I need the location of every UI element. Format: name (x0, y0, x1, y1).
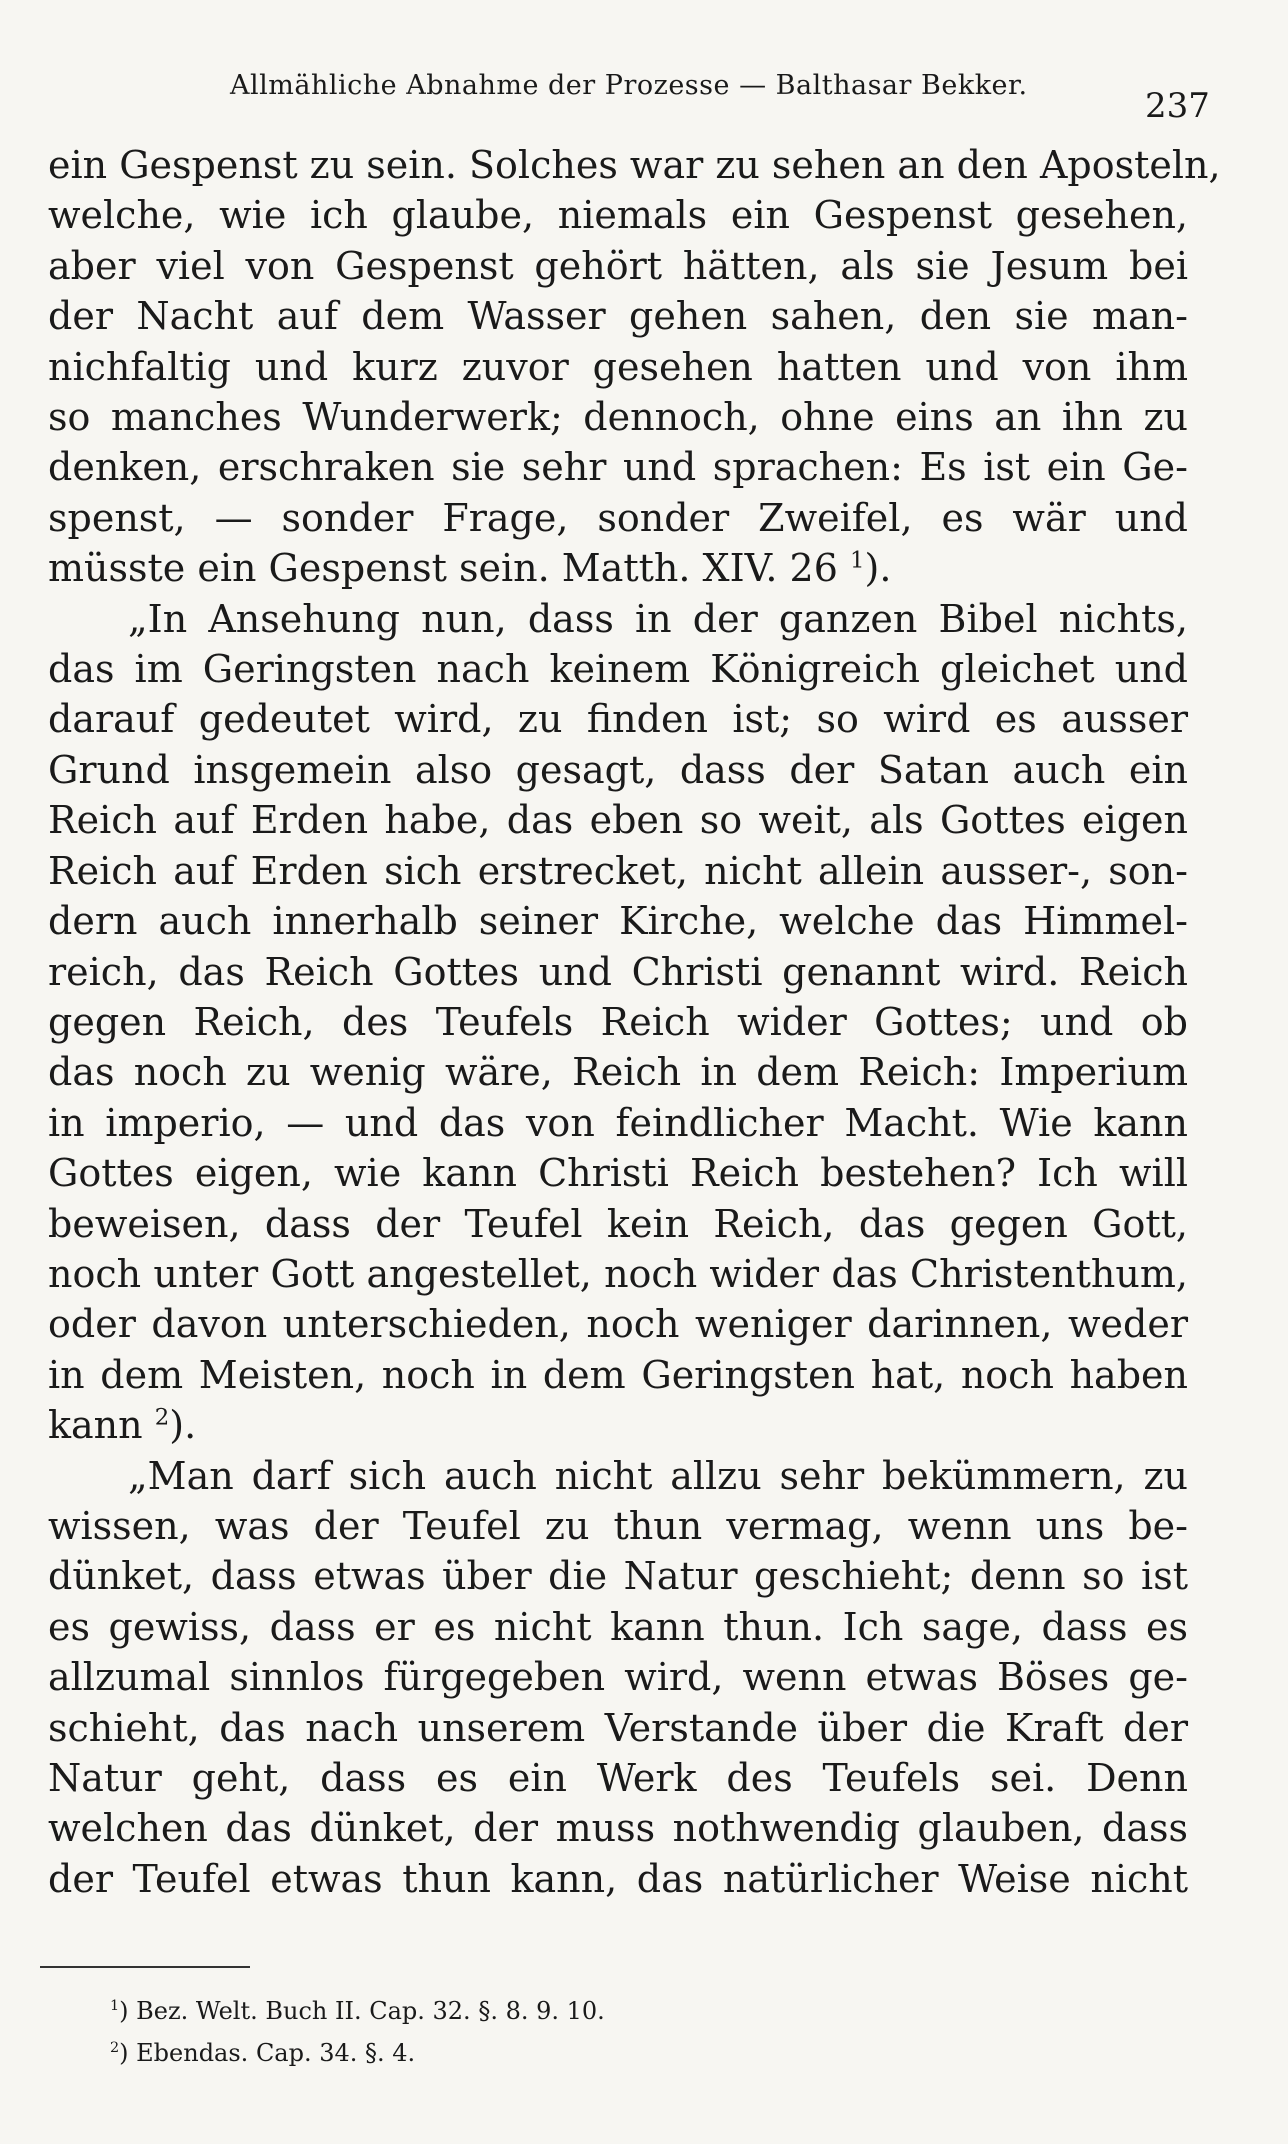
text-line: Natur geht, dass es ein Werk des Teufels sei. Denn (48, 1756, 1188, 1800)
text-line: in imperio, — und das von feindlicher Macht. Wie kann (48, 1100, 1188, 1145)
footnote (110, 2032, 605, 2074)
text-line: Grund insgemein also gesagt, dass der Satan auch ein (48, 747, 1188, 792)
footnote-ref-close: ). (169, 1403, 197, 1448)
text-line: Reich auf Erden sich erstrecket, nicht allein ausser-, son- (48, 848, 1188, 893)
running-head: Allmähliche Abnahme der Prozesse — Balthasar Bekker. (230, 70, 1028, 101)
text-line: oder davon unterschieden, noch weniger darinnen, weder (48, 1302, 1188, 1347)
text-line: aber viel von Gespenst gehört hätten, als sie Jesum bei (48, 243, 1188, 288)
footnote-mark: 1 (110, 1998, 120, 2014)
footnote-separator (40, 1966, 250, 1968)
text-line: in dem Meisten, noch in dem Geringsten hat, noch haben (48, 1352, 1188, 1397)
text-line: schieht, das nach unserem Verstande über die Kraft der (48, 1705, 1188, 1750)
body-text (48, 140, 1221, 1904)
footnote-ref-close: ). (864, 546, 892, 591)
footnotes (110, 1990, 605, 2074)
text-line: Gottes eigen, wie kann Christi Reich bestehen? Ich will (48, 1151, 1188, 1196)
text-line (48, 1400, 1188, 1450)
text-line: der Nacht auf dem Wasser gehen sahen, den sie man- (48, 294, 1188, 339)
text-line (48, 543, 1188, 593)
text-line: gegen Reich, des Teufels Reich wider Gottes; und ob (48, 999, 1188, 1044)
footnote-ref: 1 (850, 547, 865, 574)
footnote (110, 1990, 605, 2032)
text-line: ein Gespenst zu sein. Solches war zu sehen an den Aposteln, (48, 143, 1221, 187)
text-line: so manches Wunderwerk; dennoch, ohne eins an ihn zu (48, 395, 1188, 440)
text-line: „Man darf sich auch nicht allzu sehr bekümmern, zu (128, 1453, 1188, 1498)
footnote-text: ) Ebendas. Cap. 34. §. 4. (119, 2039, 416, 2067)
text-line: beweisen, dass der Teufel kein Reich, das gegen Gott, (48, 1201, 1188, 1246)
text-line: Reich auf Erden habe, das eben so weit, als Gottes eigen (48, 798, 1188, 843)
text-line: das noch zu wenig wäre, Reich in dem Reich: Imperium (48, 1050, 1188, 1095)
text-line: wissen, was der Teufel zu thun vermag, wenn uns be- (48, 1503, 1188, 1548)
text-line: welche, wie ich glaube, niemals ein Gespenst gesehen, (48, 193, 1188, 238)
text-line: reich, das Reich Gottes und Christi genannt wird. Reich (48, 949, 1188, 994)
text-line: denken, erschraken sie sehr und sprachen: Es ist ein Ge- (48, 445, 1188, 490)
line-text: müsste ein Gespenst sein. Matth. XIV. 26 (48, 546, 838, 591)
text-line: nichfaltig und kurz zuvor gesehen hatten und von ihm (48, 344, 1188, 389)
text-line: dünket, dass etwas über die Natur geschieht; denn so ist (48, 1554, 1188, 1599)
text-line: der Teufel etwas thun kann, das natürlicher Weise nicht (48, 1856, 1188, 1901)
text-line: noch unter Gott angestellet, noch wider das Christenthum, (48, 1251, 1188, 1296)
footnote-mark: 2 (110, 2040, 120, 2056)
text-line: das im Geringsten nach keinem Königreich gleichet und (48, 647, 1188, 692)
footnote-text: ) Bez. Welt. Buch II. Cap. 32. §. 8. 9. 10. (119, 1997, 605, 2025)
footnote-ref: 2 (154, 1404, 170, 1431)
text-line: dern auch innerhalb seiner Kirche, welche das Himmel- (48, 899, 1188, 944)
text-line: es gewiss, dass er es nicht kann thun. Ich sage, dass es (48, 1604, 1188, 1649)
text-line: „In Ansehung nun, dass in der ganzen Bibel nichts, (128, 596, 1188, 641)
text-line: spenst, — sonder Frage, sonder Zweifel, es wär und (48, 495, 1188, 540)
page-number: 237 (1145, 86, 1210, 126)
line-text: kann (48, 1403, 143, 1448)
text-line: welchen das dünket, der muss nothwendig glauben, dass (48, 1806, 1188, 1851)
text-line: allzumal sinnlos fürgegeben wird, wenn etwas Böses ge- (48, 1655, 1188, 1700)
text-line: darauf gedeutet wird, zu finden ist; so wird es ausser (48, 697, 1188, 742)
